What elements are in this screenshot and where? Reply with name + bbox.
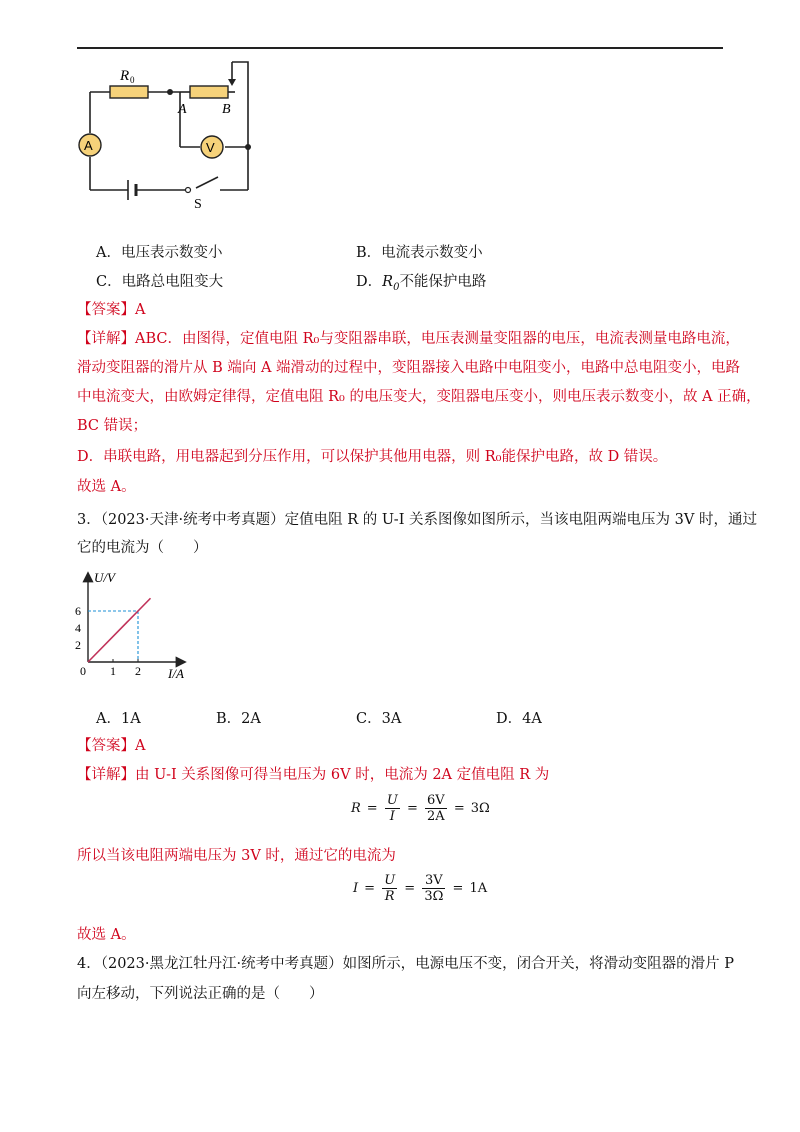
q3-conclusion: 故选 A。 [77, 927, 136, 943]
q3-option-a: A．1A [96, 711, 141, 727]
q2-option-d: D．$R_0$不能保护电路 [356, 274, 487, 293]
q4-stem-line-2: 向左移动，下列说法正确的是（ ） [77, 986, 324, 1002]
q3-option-b: B．2A [216, 711, 261, 727]
q3-option-d: D．4A [496, 711, 542, 727]
voltmeter-label: V [206, 140, 215, 155]
q2-detail-line-4: BC 错误； [77, 418, 148, 434]
y-tick-4: 4 [75, 621, 81, 635]
y-tick-6: 6 [75, 604, 81, 618]
q2-answer: 【答案】A [77, 302, 146, 318]
y-axis-label: U/V [94, 570, 115, 585]
formula-current: I = $\frac{U}{R}$ = $\frac{3V}{3\Omega}$ = 1A [353, 873, 488, 904]
q2-option-a: A．电压表示数变小 [96, 245, 223, 261]
q2-detail-line-2: 滑动变阻器的滑片从 B 端向 A 端滑动的过程中，变阻器接入电路中电阻变小，电路中总电阻变小，电路 [77, 360, 741, 376]
x-tick-1: 1 [110, 664, 116, 678]
q2-conclusion: 故选 A。 [77, 479, 136, 495]
q4-stem-line-1: 4．（2023·黑龙江牡丹江·统考中考真题）如图所示，电源电压不变，闭合开关，将滑动变阻器的滑片 P [77, 956, 734, 972]
ammeter-label: A [84, 138, 93, 153]
q3-option-c: C．3A [356, 711, 402, 727]
q2-detail-line-1: 【详解】ABC．由图得，定值电阻 R₀与变阻器串联，电压表测量变阻器的电压，电流表测量电路电流， [77, 331, 740, 347]
q3-mid-text: 所以当该电阻两端电压为 3V 时，通过它的电流为 [77, 848, 396, 864]
u-i-graph [72, 568, 202, 683]
formula-resistance: R = $\frac{U}{I}$ = $\frac{6V}{2A}$ = 3Ω [351, 793, 490, 824]
q2-option-c: C．电路总电阻变大 [96, 274, 224, 290]
header-rule [77, 47, 723, 49]
switch-label: S [194, 197, 202, 212]
label-r0: R [120, 68, 130, 84]
q3-detail: 【详解】由 U-I 关系图像可得当电压为 6V 时，电流为 2A 定值电阻 R 为 [77, 767, 550, 783]
q3-stem-line-2: 它的电流为（ ） [77, 540, 208, 556]
q3-stem-line-1: 3．（2023·天津·统考中考真题）定值电阻 R 的 U-I 关系图像如图所示，当该电阻两端电压为 3V 时，通过 [77, 512, 757, 528]
circuit-diagram [70, 55, 270, 215]
x-axis-label: I/A [168, 666, 184, 681]
q2-detail-line-3: 中电流变大，由欧姆定律得，定值电阻 R₀ 的电压变大，变阻器电压变小，则电压表示数变小，故 A 正确， [77, 389, 761, 405]
svg-text:0: 0 [130, 75, 135, 85]
q2-detail-line-5: D．串联电路，用电器起到分压作用，可以保护其他用电器，则 R₀能保护电路，故 D 错误。 [77, 449, 668, 465]
y-tick-2: 2 [75, 638, 81, 652]
label-b: B [222, 102, 231, 117]
x-tick-0: 0 [80, 664, 86, 678]
x-tick-2: 2 [135, 664, 141, 678]
data-line [88, 598, 151, 662]
q2-option-b: B．电流表示数变小 [356, 245, 483, 261]
label-a: A [178, 102, 187, 117]
q3-answer: 【答案】A [77, 738, 146, 754]
